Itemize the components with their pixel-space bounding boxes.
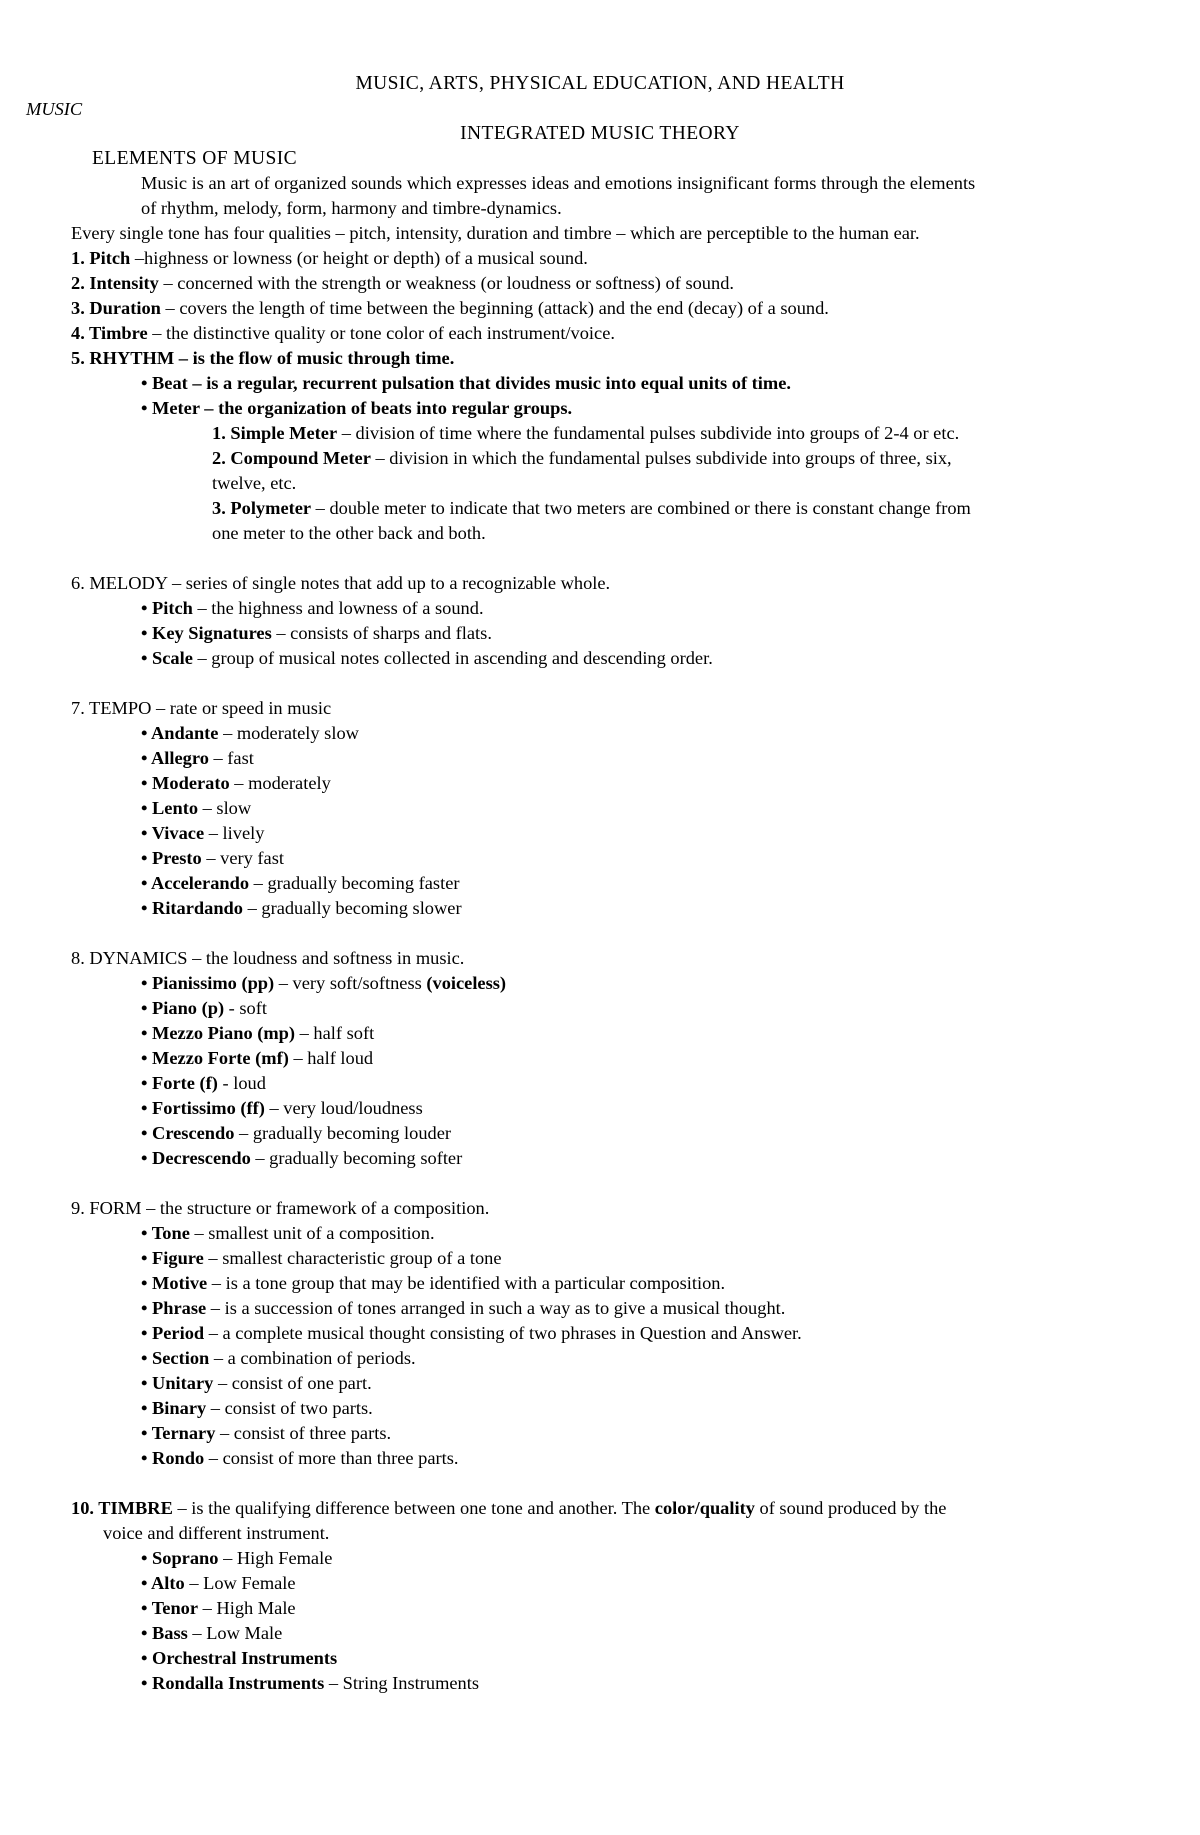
list-item: • Rondo – consist of more than three parts. bbox=[141, 1448, 459, 1468]
intro-line-1: Music is an art of organized sounds which expresses ideas and emotions insignificant forms through the elements bbox=[141, 173, 976, 193]
list-item: • Period – a complete musical thought consisting of two phrases in Question and Answer. bbox=[141, 1323, 802, 1343]
list-item: • Pianissimo (pp) – very soft/softness (voiceless) bbox=[141, 973, 507, 993]
section-heading: ELEMENTS OF MUSIC bbox=[92, 148, 298, 169]
list-item: • Fortissimo (ff) – very loud/loudness bbox=[141, 1098, 423, 1118]
list-item: • Vivace – lively bbox=[141, 823, 265, 843]
list-item: • Key Signatures – consists of sharps and flats. bbox=[141, 623, 492, 643]
list-item: • Orchestral Instruments bbox=[141, 1648, 338, 1668]
list-item: • Tenor – High Male bbox=[141, 1598, 296, 1618]
quality-item: 1. Pitch –highness or lowness (or height or depth) of a musical sound. bbox=[71, 248, 588, 268]
timbre-heading-cont: voice and different instrument. bbox=[103, 1523, 330, 1543]
rhythm-meter: • Meter – the organization of beats into regular groups. bbox=[141, 398, 573, 418]
page-title: MUSIC, ARTS, PHYSICAL EDUCATION, AND HEALTH bbox=[355, 73, 845, 94]
list-item: • Crescendo – gradually becoming louder bbox=[141, 1123, 451, 1143]
list-item: • Mezzo Forte (mf) – half loud bbox=[141, 1048, 374, 1068]
rhythm-heading: 5. RHYTHM – is the flow of music through time. bbox=[71, 348, 455, 368]
list-item: • Rondalla Instruments – String Instruments bbox=[141, 1673, 480, 1693]
meter-simple: 1. Simple Meter – division of time where the fundamental pulses subdivide into groups of 2-4 or etc. bbox=[212, 423, 960, 443]
list-item: • Soprano – High Female bbox=[141, 1548, 333, 1568]
list-item: • Motive – is a tone group that may be identified with a particular composition. bbox=[141, 1273, 726, 1293]
quality-item: 4. Timbre – the distinctive quality or tone color of each instrument/voice. bbox=[71, 323, 615, 343]
form-heading: 9. FORM – the structure or framework of a composition. bbox=[71, 1198, 490, 1218]
list-item: • Section – a combination of periods. bbox=[141, 1348, 416, 1368]
list-item: • Pitch – the highness and lowness of a sound. bbox=[141, 598, 484, 618]
meter-compound-cont: twelve, etc. bbox=[212, 473, 297, 493]
list-item: • Ritardando – gradually becoming slower bbox=[141, 898, 462, 918]
list-item: • Tone – smallest unit of a composition. bbox=[141, 1223, 435, 1243]
list-item: • Lento – slow bbox=[141, 798, 252, 818]
timbre-heading: 10. TIMBRE – is the qualifying difference between one tone and another. The color/quality of sound produced by the bbox=[71, 1498, 947, 1518]
meter-poly: 3. Polymeter – double meter to indicate that two meters are combined or there is constant change from bbox=[212, 498, 971, 518]
list-item: • Ternary – consist of three parts. bbox=[141, 1423, 392, 1443]
meter-compound: 2. Compound Meter – division in which the fundamental pulses subdivide into groups of three, six, bbox=[212, 448, 952, 468]
quality-item: 3. Duration – covers the length of time between the beginning (attack) and the end (decay) of a sound. bbox=[71, 298, 829, 318]
list-item: • Moderato – moderately bbox=[141, 773, 331, 793]
list-item: • Piano (p) - soft bbox=[141, 998, 267, 1018]
list-item: • Scale – group of musical notes collected in ascending and descending order. bbox=[141, 648, 713, 668]
page-subtitle: INTEGRATED MUSIC THEORY bbox=[460, 123, 740, 144]
list-item: • Allegro – fast bbox=[141, 748, 254, 768]
subject-label: MUSIC bbox=[26, 99, 83, 119]
tempo-heading: 7. TEMPO – rate or speed in music bbox=[71, 698, 332, 718]
meter-poly-cont: one meter to the other back and both. bbox=[212, 523, 486, 543]
dynamics-heading: 8. DYNAMICS – the loudness and softness in music. bbox=[71, 948, 465, 968]
list-item: • Alto – Low Female bbox=[141, 1573, 296, 1593]
list-item: • Figure – smallest characteristic group of a tone bbox=[141, 1248, 502, 1268]
list-item: • Phrase – is a succession of tones arranged in such a way as to give a musical thought. bbox=[141, 1298, 786, 1318]
quality-item: 2. Intensity – concerned with the strength or weakness (or loudness or softness) of sound. bbox=[71, 273, 734, 293]
list-item: • Bass – Low Male bbox=[141, 1623, 283, 1643]
intro-line-2: of rhythm, melody, form, harmony and timbre-dynamics. bbox=[141, 198, 562, 218]
list-item: • Mezzo Piano (mp) – half soft bbox=[141, 1023, 375, 1043]
intro-line-3: Every single tone has four qualities – pitch, intensity, duration and timbre – which are perceptible to the human ear. bbox=[71, 223, 920, 243]
list-item: • Presto – very fast bbox=[141, 848, 284, 868]
list-item: • Unitary – consist of one part. bbox=[141, 1373, 372, 1393]
melody-heading: 6. MELODY – series of single notes that add up to a recognizable whole. bbox=[71, 573, 611, 593]
list-item: • Andante – moderately slow bbox=[141, 723, 359, 743]
list-item: • Binary – consist of two parts. bbox=[141, 1398, 373, 1418]
list-item: • Decrescendo – gradually becoming softer bbox=[141, 1148, 463, 1168]
list-item: • Accelerando – gradually becoming faster bbox=[141, 873, 460, 893]
rhythm-beat: • Beat – is a regular, recurrent pulsation that divides music into equal units of time. bbox=[141, 373, 791, 393]
list-item: • Forte (f) - loud bbox=[141, 1073, 266, 1093]
